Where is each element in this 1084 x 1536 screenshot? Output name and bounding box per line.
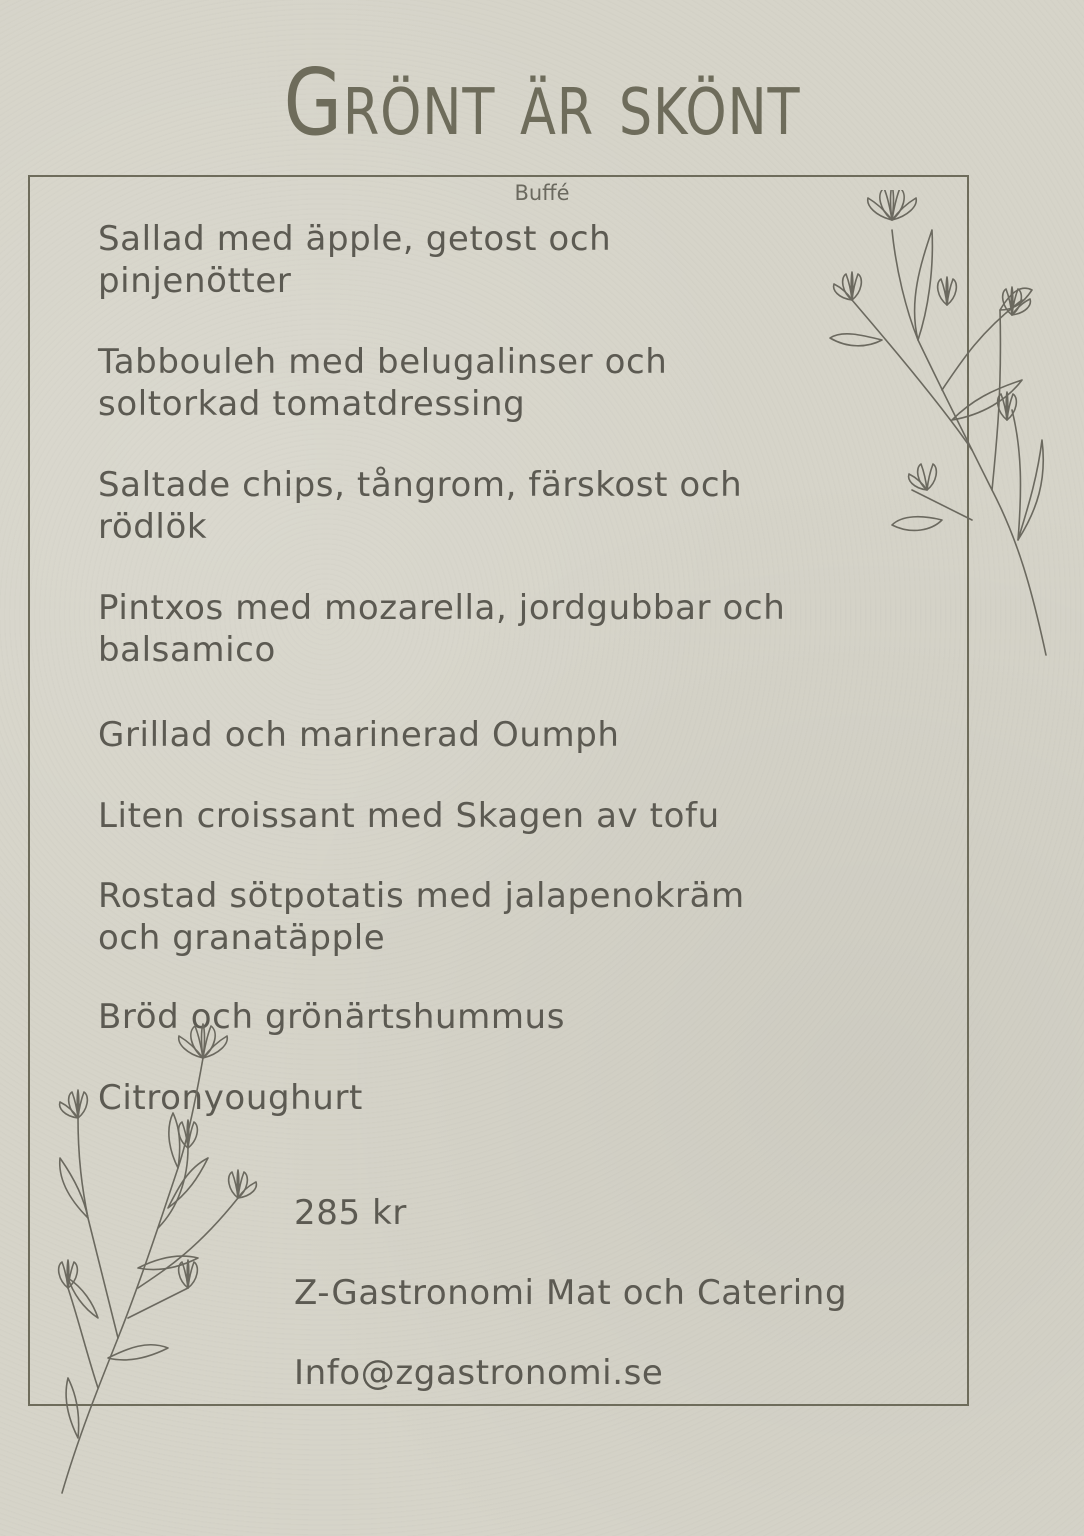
menu-subtitle: Buffé <box>514 181 570 205</box>
menu-item: Rostad sötpotatis med jalapenokräm och granatäpple <box>98 876 745 958</box>
menu-item: Pintxos med mozarella, jordgubbar och balsamico <box>98 588 786 670</box>
menu-item: Sallad med äpple, getost och pinjenötter <box>98 219 612 301</box>
menu-item: Bröd och grönärtshummus <box>98 997 566 1037</box>
menu-item: Liten croissant med Skagen av tofu <box>98 796 720 836</box>
contact-email: Info@zgastronomi.se <box>294 1353 664 1393</box>
menu-item: Tabbouleh med belugalinser och soltorkad tomatdressing <box>98 342 668 424</box>
company-name: Z-Gastronomi Mat och Catering <box>294 1273 848 1313</box>
price: 285 kr <box>294 1193 407 1233</box>
menu-item: Grillad och marinerad Oumph <box>98 715 620 755</box>
page-title: Grönt är skönt <box>283 49 801 156</box>
menu-item: Citronyoughurt <box>98 1078 363 1118</box>
menu-item: Saltade chips, tångrom, färskost och rödlök <box>98 465 743 547</box>
